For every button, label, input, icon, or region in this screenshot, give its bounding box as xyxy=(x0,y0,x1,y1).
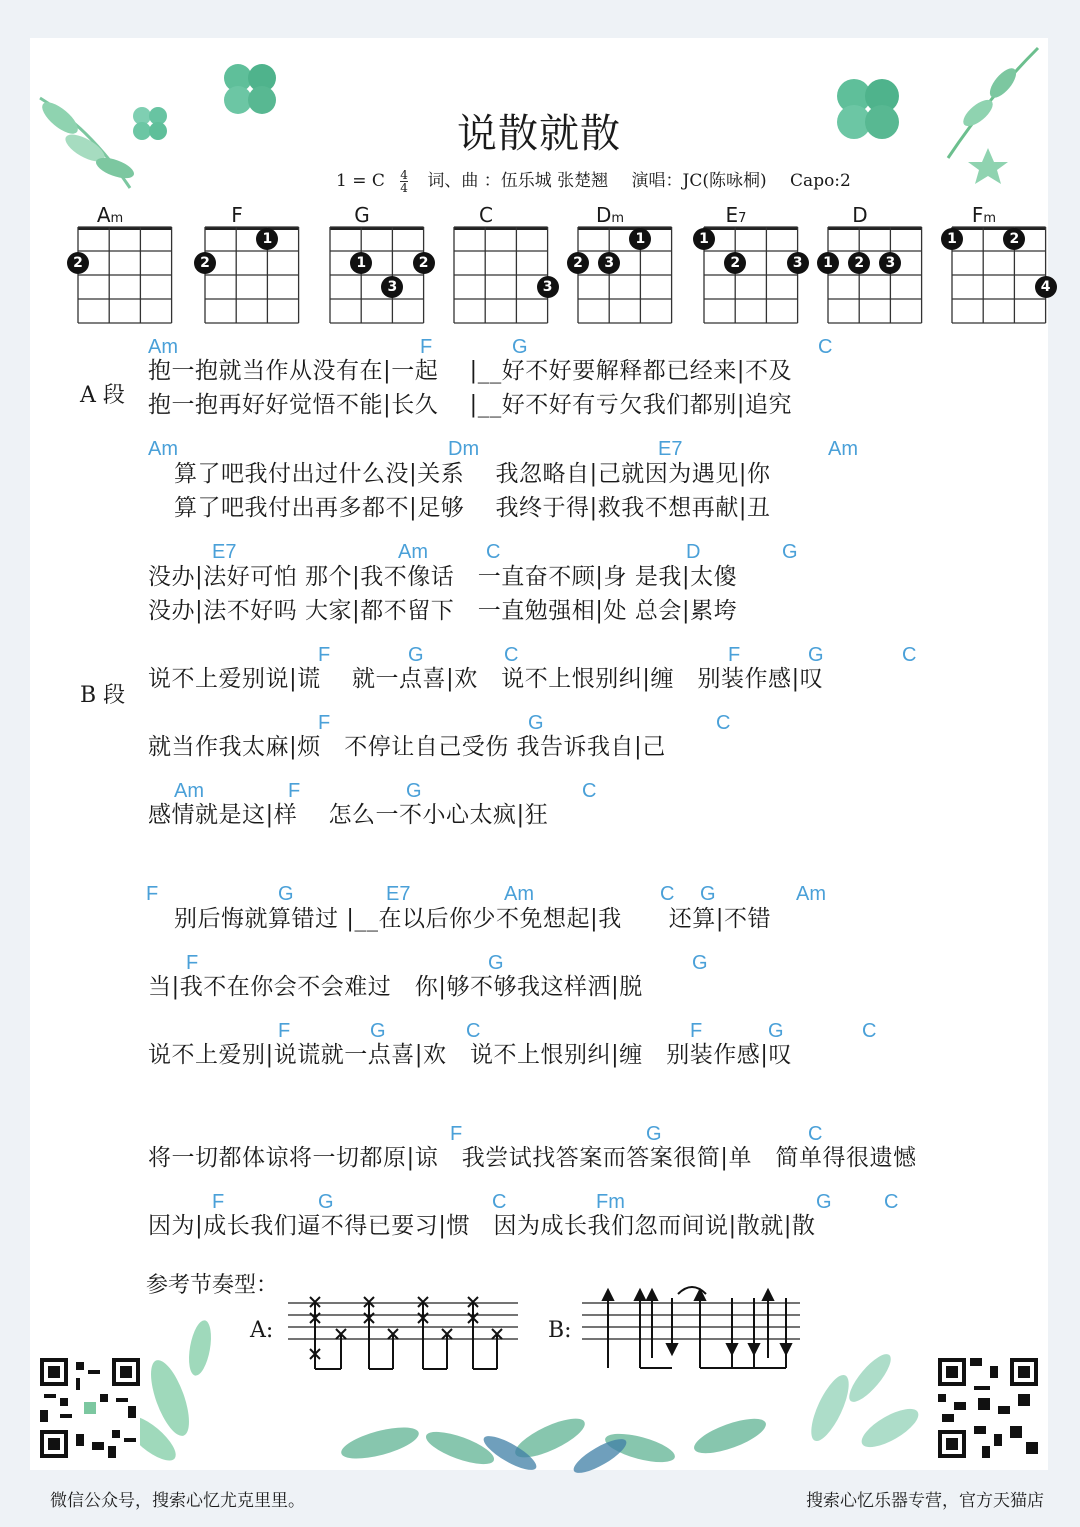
capo: Capo:2 xyxy=(790,171,851,191)
chord-symbol: G xyxy=(692,952,708,974)
chord-symbol: G xyxy=(278,883,294,905)
chord-symbol: Am xyxy=(148,438,178,460)
key-signature: 1 = C xyxy=(336,171,385,191)
chord-symbol: Am xyxy=(504,883,534,905)
lyric-line: 说不上爱别|说谎就一点喜|欢 说不上恨别纠|缠 别装作感|叹 xyxy=(148,1042,792,1068)
chord-symbol: G xyxy=(406,780,422,802)
chord-symbol: F xyxy=(420,336,433,358)
rhythm-a-label: A: xyxy=(250,1318,274,1343)
chord-symbol: E7 xyxy=(386,883,411,905)
chord-name: E7 xyxy=(725,203,747,227)
chord-symbol: F xyxy=(186,952,199,974)
chord-symbol: Am xyxy=(174,780,204,802)
chord-symbol: C xyxy=(884,1191,899,1213)
finger-dot: 4 xyxy=(1035,276,1057,298)
chord-symbol: Fm xyxy=(596,1191,625,1213)
lyric-line: 抱一抱再好好觉悟不能|长久 |__好不好有亏欠我们都别|追究 xyxy=(148,392,793,418)
song-meta xyxy=(336,166,851,194)
chord-name: Dm xyxy=(595,203,625,227)
finger-dot: 2 xyxy=(567,252,589,274)
song-title: 说散就散 xyxy=(457,111,621,157)
lyric-line: 将一切都体谅将一切都原|谅 我尝试找答案而答案很简|单 简单得很遗憾 xyxy=(148,1145,917,1171)
chord-symbol: D xyxy=(686,541,701,563)
chord-symbol: C xyxy=(492,1191,507,1213)
chord-symbol: E7 xyxy=(658,438,683,460)
chord-symbol: F xyxy=(278,1020,291,1042)
chord-name: G xyxy=(354,203,370,227)
leaf-decoration-bottom-icon xyxy=(130,1308,950,1470)
qr-code-tmall-icon xyxy=(938,1358,1038,1458)
finger-dot: 2 xyxy=(194,252,216,274)
chord-symbol: G xyxy=(816,1191,832,1213)
chord-name: F xyxy=(231,203,243,227)
finger-dot: 3 xyxy=(537,276,559,298)
chord-symbol: F xyxy=(318,644,331,666)
chord-symbol: Dm xyxy=(448,438,480,460)
chord-symbol: G xyxy=(318,1191,334,1213)
fretboard-grid xyxy=(312,225,412,325)
lyric-line: 算了吧我付出过什么没|关系 我忽略自|己就因为遇见|你 xyxy=(174,461,771,487)
chord-symbol: G xyxy=(646,1123,662,1145)
lyric-line: 因为|成长我们逼不得已要习|惯 因为成长我们忽而间说|散就|散 xyxy=(148,1213,816,1239)
chord-symbol: F xyxy=(288,780,301,802)
finger-dot: 3 xyxy=(879,252,901,274)
chord-symbol: Am xyxy=(148,336,178,358)
lyric-line: 没办|法不好吗 大家|都不留下 一直勉强相|处 总会|累垮 xyxy=(148,598,738,624)
chord-symbol: G xyxy=(782,541,798,563)
chord-symbol: E7 xyxy=(212,541,237,563)
chord-symbol: C xyxy=(716,712,731,734)
chord-name: Fm xyxy=(971,203,997,227)
chord-symbol: C xyxy=(818,336,833,358)
chord-symbol: C xyxy=(902,644,917,666)
qr-code-wechat-icon xyxy=(40,1358,140,1458)
finger-dot: 2 xyxy=(67,252,89,274)
finger-dot: 2 xyxy=(1003,228,1025,250)
chord-symbol: G xyxy=(528,712,544,734)
finger-dot: 2 xyxy=(413,252,435,274)
chord-symbol: F xyxy=(728,644,741,666)
chord-symbol: F xyxy=(212,1191,225,1213)
chord-symbol: C xyxy=(582,780,597,802)
lyric-line: 别后悔就算错过 |__在以后你少不免想起|我 还算|不错 xyxy=(174,906,772,932)
finger-dot: 2 xyxy=(724,252,746,274)
fretboard-grid xyxy=(436,225,536,325)
fretboard-grid xyxy=(810,225,910,325)
finger-dot: 1 xyxy=(817,252,839,274)
chord-symbol: Am xyxy=(828,438,858,460)
chord-symbol: G xyxy=(488,952,504,974)
credits: 词、曲 ：伍乐城 张楚翘 xyxy=(427,171,609,191)
lyric-line: 没办|法好可怕 那个|我不像话 一直奋不顾|身 是我|太傻 xyxy=(148,564,738,590)
chord-symbol: C xyxy=(486,541,501,563)
chord-symbol: C xyxy=(466,1020,481,1042)
chord-name: Am xyxy=(96,203,124,227)
rhythm-label: 参考节奏型： xyxy=(146,1273,279,1298)
finger-dot: 3 xyxy=(598,252,620,274)
chord-name: D xyxy=(852,203,868,227)
finger-dot: 1 xyxy=(350,252,372,274)
chord-symbol: G xyxy=(512,336,528,358)
chord-symbol: G xyxy=(408,644,424,666)
finger-dot: 1 xyxy=(941,228,963,250)
chord-symbol: F xyxy=(690,1020,703,1042)
fretboard-grid xyxy=(60,225,160,325)
finger-dot: 3 xyxy=(381,276,403,298)
chord-symbol: G xyxy=(768,1020,784,1042)
finger-dot: 1 xyxy=(693,228,715,250)
chord-symbol: C xyxy=(504,644,519,666)
chord-symbol: G xyxy=(370,1020,386,1042)
lyric-line: 说不上爱别说|谎 就一点喜|欢 说不上恨别纠|缠 别装作感|叹 xyxy=(148,666,824,692)
lyric-line: 算了吧我付出再多都不|足够 我终于得|救我不想再献|丑 xyxy=(174,495,771,521)
footer-tmall: 搜索心忆乐器专营，官方天猫店 xyxy=(806,1491,1044,1511)
lyric-line: 就当作我太麻|烦 不停让自己受伤 我告诉我自|己 xyxy=(148,734,666,760)
lyric-line: 感情就是这|样 怎么一不小心太疯|狂 xyxy=(148,802,549,828)
lyric-line: 抱一抱就当作从没有在|一起 |__好不好要解释都已经来|不及 xyxy=(148,358,793,384)
chord-symbol: C xyxy=(660,883,675,905)
chord-symbol: F xyxy=(146,883,159,905)
chord-symbol: G xyxy=(808,644,824,666)
finger-dot: 1 xyxy=(256,228,278,250)
chord-symbol: C xyxy=(808,1123,823,1145)
chord-symbol: Am xyxy=(796,883,826,905)
chord-symbol: F xyxy=(450,1123,463,1145)
finger-dot: 2 xyxy=(848,252,870,274)
chord-symbol: Am xyxy=(398,541,428,563)
time-signature: $\frac{4}{4}$ xyxy=(400,168,408,195)
song-sheet xyxy=(30,38,1051,1470)
lyric-line: 当|我不在你会不会难过 你|够不够我这样洒|脱 xyxy=(148,974,643,1000)
chord-symbol: F xyxy=(318,712,331,734)
rhythm-b-label: B: xyxy=(548,1318,572,1343)
singer: 演唱：JC(陈咏桐) xyxy=(631,171,767,191)
finger-dot: 1 xyxy=(629,228,651,250)
chord-name: C xyxy=(479,203,493,227)
chord-symbol: G xyxy=(700,883,716,905)
chord-symbol: C xyxy=(862,1020,877,1042)
footer-wechat: 微信公众号，搜索心忆尤克里里。 xyxy=(50,1491,305,1511)
section-a-label: A 段 xyxy=(80,383,125,408)
section-b-label: B 段 xyxy=(80,683,126,708)
finger-dot: 3 xyxy=(787,252,809,274)
